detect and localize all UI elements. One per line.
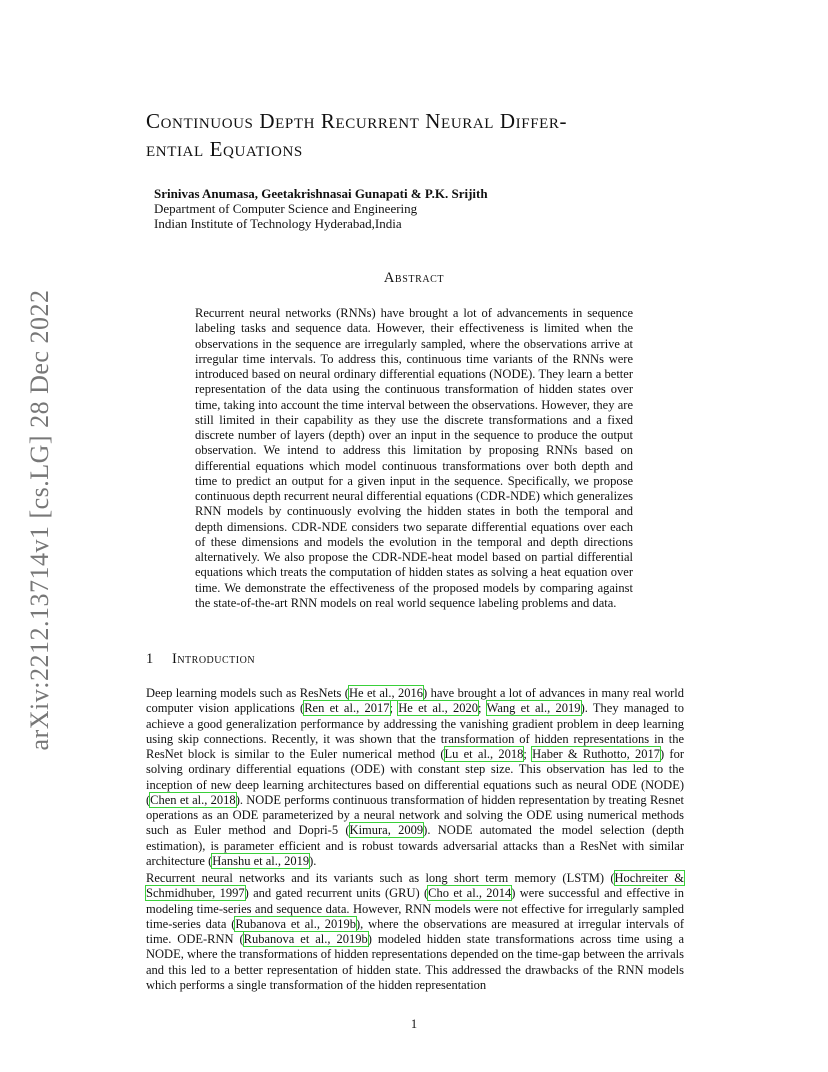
section-heading: [146, 651, 686, 668]
citation-link[interactable]: Haber & Ruthotto, 2017: [532, 747, 660, 761]
text-run: ) were successful and effective in modeling time-series and sequence data. However, RNN models were not effective for irregularly sampled time-series data (: [146, 886, 684, 931]
text-run: ) and gated recurrent units (GRU) (: [244, 886, 429, 901]
citation-link[interactable]: Cho et al., 2014: [428, 886, 512, 901]
citation-link[interactable]: Chen et al., 2018: [150, 792, 236, 807]
arxiv-identifier-stamp: arXiv:2212.13714v1 [cs.LG] 28 Dec 2022: [25, 289, 54, 751]
citation-link[interactable]: Wang et al., 2019: [486, 701, 581, 716]
citation-link[interactable]: Rubanova et al., 2019b: [235, 916, 356, 931]
text-run: ;: [523, 747, 533, 761]
text-run: Deep learning models such as ResNets (: [146, 686, 349, 700]
title-line-2: ential Equations: [146, 137, 303, 161]
section-number: 1: [146, 651, 154, 667]
section-title: Introduction: [172, 651, 256, 667]
citation-link[interactable]: Hanshu et al., 2019: [212, 853, 310, 868]
citation-link[interactable]: He et al., 2016: [348, 686, 424, 700]
text-run: Recurrent neural networks and its variants such as long short term memory (LSTM) (: [146, 871, 615, 885]
text-run: ) for solving ordinary differential equations (ODE) with constant step size. This observation has led to the inception of new deep learning architectures based on differential equations such as neural ODE (NODE) (: [146, 747, 684, 807]
author-names: Srinivas Anumasa, Geetakrishnasai Gunapati & P.K. Srijith: [154, 186, 488, 201]
citation-link[interactable]: Hochreiter & Schmidhuber, 1997: [146, 871, 684, 901]
text-run: ;: [389, 701, 399, 716]
text-run: ) modeled hidden state transformations across time using a NODE, where the transformations of hidden representations depended on the time-gap between the arrivals and this led to a better representation of hidden state. This addressed the drawbacks of the RNN models which performs a single transformation of the hidden representation: [146, 932, 684, 992]
citation-link[interactable]: He et al., 2020: [398, 701, 478, 716]
citation-link[interactable]: Lu et al., 2018: [444, 747, 524, 761]
citation-link[interactable]: Rubanova et al., 2019b: [243, 932, 368, 946]
text-run: ).: [309, 853, 317, 868]
text-run: ). They managed to achieve a good generalization performance by addressing the vanishing gradient problem in deep learning using skip connections. Recently, it was shown that the transformation of hidden representations in the ResNet block is similar to the Euler numerical method (: [146, 701, 685, 761]
text-run: ) have brought a lot of advances in many real world computer vision applications (: [146, 686, 684, 716]
author-block: [154, 186, 714, 231]
text-run: ), where the observations are measured at irregular intervals of time. ODE-RNN (: [146, 916, 685, 946]
citation-link[interactable]: Kimura, 2009: [349, 823, 424, 838]
text-run: ). NODE performs continuous transformation of hidden representation by treating Resnet operations as an ODE parameterized by a neural network and solving the ODE using numerical methods such as Euler method and Dopri-5 (: [146, 792, 684, 838]
paper-title: [146, 107, 706, 163]
text-run: ). NODE automated the model selection (depth estimation), is parameter efficient and is robust towards adversarial attacks than a ResNet with similar architecture (: [146, 823, 684, 868]
intro-paragraph-2: [146, 871, 684, 993]
author-department: Department of Computer Science and Engineering: [154, 201, 418, 216]
author-institution: Indian Institute of Technology Hyderabad,India: [154, 216, 402, 231]
page-number: 1: [410, 1017, 418, 1031]
title-line-1: Continuous Depth Recurrent Neural Differ-: [146, 109, 568, 133]
intro-paragraph-1: [146, 686, 684, 869]
abstract-heading: Abstract: [383, 270, 445, 286]
citation-link[interactable]: Ren et al., 2017: [304, 701, 390, 716]
abstract-text: Recurrent neural networks (RNNs) have brought a lot of advancements in sequence labeling tasks and sequence data. However, their effectiveness is limited when the observations in the sequence are irregularly sampled, where the observations arrive at irregular time intervals. To address this, continuous time variants of the RNNs were introduced based on neural ordinary differential equations (NODE). They learn a better representation of the data using the continuous transformation of hidden states over time, taking into account the time interval between the observations. However, they are still limited in their capability as they use the discrete transformations and a fixed discrete number of layers (depth) over an input in the sequence to produce the output observation. We intend to address this limitation by proposing RNNs based on differential equations which model continuous transformations over both depth and time to predict an output for a given input in the sequence. Specifically, we propose continuous depth recurrent neural differential equations (CDR-NDE) which generalizes RNN models by continuously evolving the hidden states in both the temporal and depth dimensions. CDR-NDE considers two separate differential equations over each of these dimensions and models the evolution in the temporal and depth directions alternatively. We also propose the CDR-NDE-heat model based on partial differential equations which treats the computation of hidden states as solving a heat equation over time. We demonstrate the effectiveness of the proposed models by comparing against the state-of-the-art RNN models on real world sequence labeling problems and data.: [195, 306, 633, 610]
text-run: ;: [478, 701, 487, 716]
